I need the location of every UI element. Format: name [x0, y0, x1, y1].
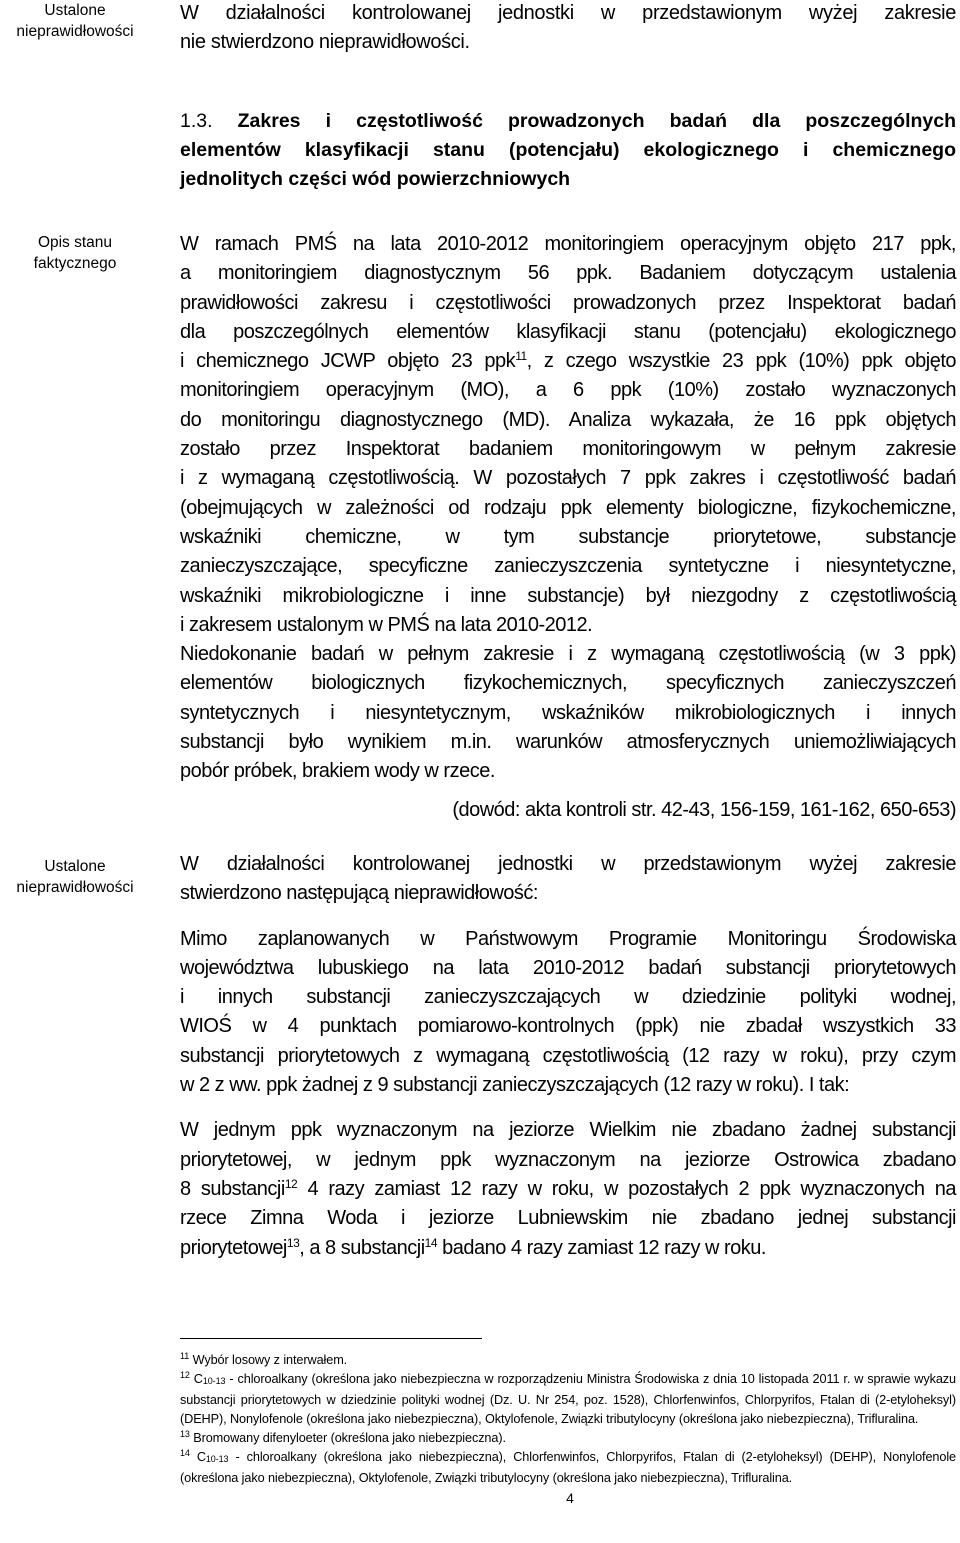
text-line: w 2 z ww. ppk żadnej z 9 substancji zanieczyszczających (12 razy w roku). I tak: [180, 1074, 850, 1097]
footnote-divider [180, 1338, 482, 1339]
text-line: stwierdzono następującą nieprawidłowość: [180, 882, 538, 905]
text-line: nie stwierdzono nieprawidłowości. [180, 31, 470, 54]
footnote-11 [180, 1351, 956, 1370]
heading-text: Zakres i częstotliwość prowadzonych badań dla poszczególnych [237, 110, 957, 132]
heading-line [180, 107, 956, 136]
text-line: (obejmujących w zależności od rodzaju ppk elementy biologiczne, fizykochemiczne, [180, 496, 956, 519]
text-line: syntetycznych i niesyntetycznym, wskaźników mikrobiologicznych i innych [180, 701, 956, 724]
text-line [180, 347, 956, 376]
heading-line: elementów klasyfikacji stanu (potencjału) ekologicznego i chemicznego [180, 139, 956, 161]
side-label-line: nieprawidłowości [16, 23, 134, 40]
findings-2-text [180, 850, 956, 1263]
findings-intro [180, 850, 956, 909]
text-line: województwa lubuskiego na lata 2010-2012 badań substancji priorytetowych [180, 956, 956, 979]
footnote-text: Bromowany difenyloeter (określona jako niebezpieczna). [189, 1431, 506, 1445]
side-label-line: Ustalone [44, 858, 106, 875]
findings-paragraph-2 [180, 1116, 956, 1262]
text-line: rzece Zimna Woda i jeziorze Lubniewskim nie zbadano jednej substancji [180, 1207, 956, 1230]
footnotes [180, 1351, 956, 1488]
footnote-ref: 12 [284, 1176, 298, 1191]
footnote-12 [180, 1370, 956, 1429]
text-line: W jednym ppk wyznaczonym na jeziorze Wielkim nie zbadano żadnej substancji [180, 1119, 956, 1142]
text-line: zanieczyszczające, specyficzne zanieczyszczenia syntetyczne i niesyntetyczne, [180, 555, 956, 578]
text-line: wskaźniki chemiczne, w tym substancje priorytetowe, substancje [180, 525, 956, 548]
text-fragment: priorytetowej [180, 1236, 287, 1259]
text-line: W działalności kontrolowanej jednostki w przedstawionym wyżej zakresie [180, 853, 956, 875]
text-line: dla poszczególnych elementów klasyfikacji stanu (potencjału) ekologicznego [180, 320, 956, 343]
text-line: priorytetowej, w jednym ppk wyznaczonym na jeziorze Ostrowica zbadano [180, 1148, 956, 1171]
facts-text [180, 230, 956, 825]
text-fragment: 4 razy zamiast 12 razy w roku, w pozostałych 2 ppk wyznaczonych na [297, 1177, 957, 1200]
text-fragment: i chemicznego JCWP objęto 23 ppk [180, 350, 516, 373]
footnote-number: 11 [180, 1351, 190, 1361]
footnote-text: C [189, 1450, 206, 1464]
facts-paragraph-2 [180, 640, 956, 786]
facts-paragraph-1 [180, 230, 956, 640]
footnote-text: - chloroalkany (określona jako niebezpieczna w rozporządzeniu Ministra Środowiska z dnia 10 listopada 2011 r. w sprawie wykazu substancji priorytetowych w dziedzinie polityki wodnej (Dz. U. Nr 254, poz. 1528), Chlorfenwinfos, Chlorpyrifos, Ftalan di (2-etyloheksyl) (DEHP), Nonylofenole (określona jako niebezpieczna), Oktylofenole, Związki tributylocyny (określona jako niebezpieczna), Trifluralina. [180, 1372, 956, 1426]
footnote-ref: 14 [424, 1235, 438, 1250]
subscript: 10-13 [205, 1454, 229, 1464]
text-fragment: , a 8 substancji [299, 1236, 425, 1259]
text-line: Niedokonanie badań w pełnym zakresie i z wymaganą częstotliwością (w 3 ppk) [180, 643, 956, 666]
side-label-findings-1 [0, 0, 150, 42]
side-label-findings-2 [0, 856, 150, 898]
text-line: i zakresem ustalonym w PMŚ na lata 2010-2012. [180, 613, 593, 636]
text-line: W działalności kontrolowanej jednostki w przedstawionym wyżej zakresie [180, 2, 956, 24]
footnote-text: C [189, 1372, 203, 1386]
text-line: substancji było wynikiem m.in. warunków atmosferycznych uniemożliwiających [180, 731, 956, 754]
footnote-14 [180, 1448, 956, 1488]
text-line: pobór próbek, brakiem wody w rzece. [180, 760, 495, 783]
side-label-line: Ustalone [44, 2, 106, 19]
text-line: zostało przez Inspektorat badaniem monitoringowym w pełnym zakresie [180, 438, 956, 461]
section-number: 1.3. [180, 110, 213, 132]
text-fragment: badano 4 razy zamiast 12 razy w roku. [437, 1236, 766, 1259]
evidence-reference: (dowód: akta kontroli str. 42-43, 156-159, 161-162, 650-653) [452, 798, 956, 821]
side-label-facts [0, 232, 150, 274]
text-line [180, 1175, 956, 1204]
heading-line: jednolitych części wód powierzchniowych [180, 168, 571, 190]
footnote-text: - chloroalkany (określona jako niebezpieczna), Chlorfenwinfos, Chlorpyrifos, Ftalan di (2-etyloheksyl) (DEHP), Nonylofenole (określona jako niebezpieczna), Oktylofenole, Związki tributylocyny (określona jako niebezpieczna), Trifluralina. [180, 1450, 956, 1485]
text-line: wskaźniki mikrobiologiczne i inne substancje) był niezgodny z częstotliwością [180, 584, 956, 607]
text-fragment: , z czego wszystkie 23 ppk (10%) ppk objęto [526, 350, 956, 373]
page-number: 4 [566, 1490, 574, 1506]
text-line: i z wymaganą częstotliwością. W pozostałych 7 ppk zakres i częstotliwość badań [180, 467, 956, 490]
text-line: i innych substancji zanieczyszczających w dziedzinie polityki wodnej, [180, 986, 956, 1009]
text-line: elementów biologicznych fizykochemicznych, specyficznych zanieczyszczeń [180, 672, 956, 695]
text-line: W ramach PMŚ na lata 2010-2012 monitoringiem operacyjnym objęto 217 ppk, [180, 233, 956, 255]
side-label-line: Opis stanu [37, 234, 113, 251]
side-label-line: faktycznego [33, 255, 117, 272]
footnote-number: 13 [180, 1429, 190, 1439]
side-label-line: nieprawidłowości [16, 879, 134, 896]
text-line: substancji priorytetowych z wymaganą częstotliwością (12 razy w roku), przy czym [180, 1044, 956, 1067]
text-line: monitoringiem operacyjnym (MO), a 6 ppk (10%) zostało wyznaczonych [180, 379, 956, 402]
text-line: a monitoringiem diagnostycznym 56 ppk. Badaniem dotyczącym ustalenia [180, 262, 956, 285]
footnote-number: 12 [180, 1370, 190, 1380]
text-line: Mimo zaplanowanych w Państwowym Programie Monitoringu Środowiska [180, 927, 956, 950]
footnote-ref: 11 [515, 349, 527, 364]
footnote-text: Wybór losowy z interwałem. [189, 1353, 348, 1367]
text-line: do monitoringu diagnostycznego (MD). Analiza wykazała, że 16 ppk objętych [180, 408, 956, 431]
text-line: prawidłowości zakresu i częstotliwości prowadzonych przez Inspektorat badań [180, 291, 956, 314]
subscript: 10-13 [202, 1376, 226, 1386]
text-line: WIOŚ w 4 punktach pomiarowo-kontrolnych (ppk) nie zbadał wszystkich 33 [180, 1015, 956, 1038]
text-line [180, 1234, 956, 1263]
section-heading [180, 107, 956, 194]
findings-paragraph-1 [180, 925, 956, 1101]
footnote-13 [180, 1429, 956, 1448]
footnote-number: 14 [180, 1448, 190, 1458]
footnote-ref: 13 [286, 1235, 300, 1250]
findings-1-text [180, 0, 956, 58]
text-fragment: 8 substancji [180, 1177, 285, 1200]
